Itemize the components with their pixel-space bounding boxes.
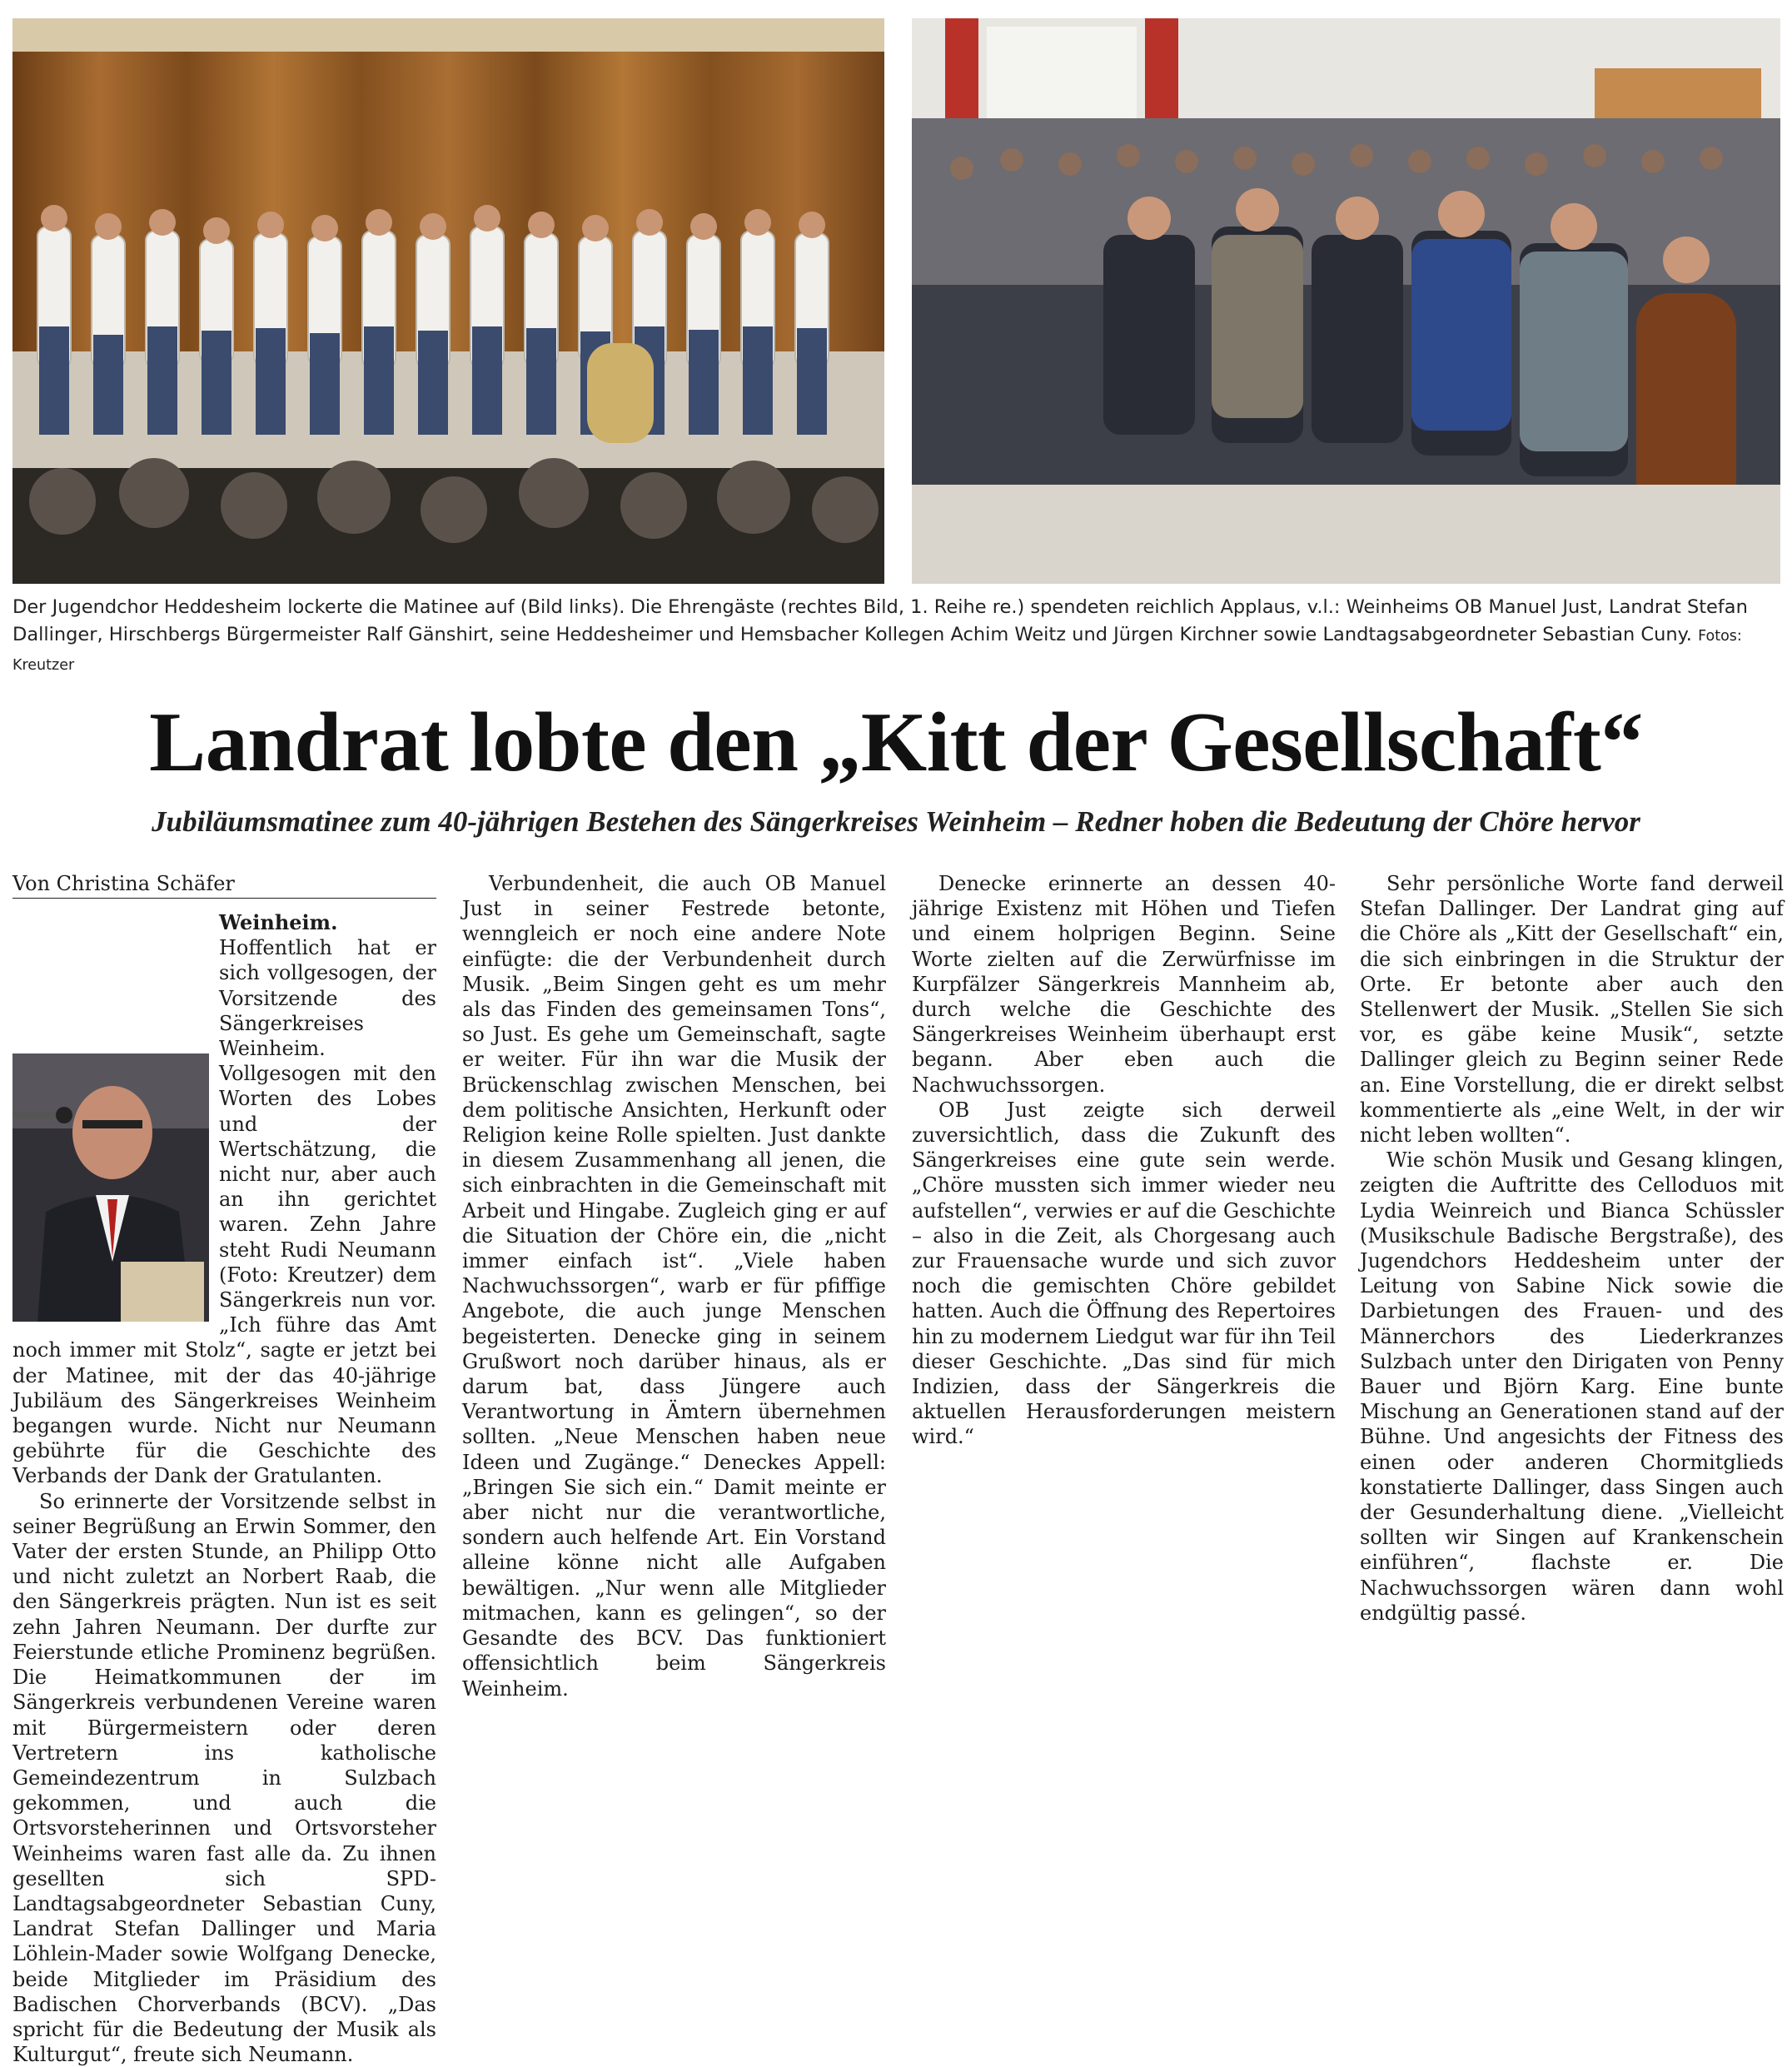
- photo-rudi-neumann: [12, 1053, 209, 1322]
- photo-youth-choir-illustration: [12, 18, 884, 584]
- portrait-illustration: [12, 1053, 209, 1322]
- article-column-1: [12, 871, 436, 2067]
- photo-caption: [12, 594, 1782, 680]
- headline: Landrat lobte den „Kitt der Gesellschaft“: [149, 695, 1643, 789]
- caption-text: Der Jugendchor Heddesheim lockerte die Matinee auf (Bild links). Die Ehrengäste (rechtes Bild, 1. Reihe re.) spendeten reichlich Applaus, v.l.: Weinheims OB Manuel Just, Landrat Stefan Dallinger, Hirschbergs Bürgermeister Ralf Gänshirt, seine Heddesheimer und Hemsbacher Kollegen Achim Weitz und Jürgen Kirchner sowie Landtagsabgeordneter Sebastian Cuny.: [12, 596, 1748, 645]
- article-column-2: [462, 871, 886, 1701]
- photo-honored-guests: [912, 18, 1780, 584]
- photo-honored-guests-illustration: [912, 18, 1780, 584]
- article-paragraph-4: Denecke erinnerte an dessen 40-jährige Existenz mit Höhen und Tiefen und einem holprigen Beginn. Seine Worte zielten auf die Zerwürfnisse im Kurpfälzer Sängerkreis Mannheim ab, durch welche die Geschichte des Sängerkreises Weinheim überhaupt erst begann. Aber eben auch die Nachwuchssorgen.: [912, 872, 1336, 1097]
- article-column-4: [1360, 871, 1784, 1626]
- article-paragraph-3: Verbundenheit, die auch OB Manuel Just in seiner Festrede betonte, wenngleich er noch eine andere Note einfügte: die der Verbundenheit durch Musik. „Beim Singen geht es um mehr als das Finden des gemeinsamen Tons“, so Just. Es gehe um Gemeinschaft, sagte er weiter. Für ihn war die Musik der Brückenschlag zwischen Menschen, bei dem politische Ansichten, Herkunft oder Religion keine Rolle spielten. Just dankte in diesem Zusammenhang all jenen, die sich einbrachten in die Gemeinschaft mit Arbeit und Hingabe. Zugleich ging er auf die Situation der Chöre ein, die „nicht immer einfach ist“. „Viele haben Nachwuchssorgen“, warb er für pfiffige Angebote, die auch junge Menschen begeisterten. Denecke ging in seinem Grußwort noch darüber hinaus, als er darum bat, dass Jüngere auch Verantwortung in Ämtern übernehmen sollten. „Neue Menschen haben neue Ideen und Zugänge.“ Deneckes Appell: „Bringen Sie sich ein.“ Damit meinte er aber nicht nur die verantwortliche, sondern auch helfende Art. Ein Vorstand alleine könne nicht alle Aufgaben bewältigen. „Nur wenn alle Mitglieder mitmachen, kann es gelingen“, so der Gesandte des BCV. Das funktioniert offensichtlich beim Sängerkreis Weinheim.: [462, 872, 886, 1701]
- dateline: Weinheim.: [219, 910, 338, 934]
- subheadline: Jubiläumsmatinee zum 40-jährigen Bestehen des Sängerkreises Weinheim – Redner hoben die Bedeutung der Chöre hervor: [152, 805, 1640, 838]
- caption-credit: Fotos: Kreutzer: [12, 628, 1742, 674]
- article-paragraph-1: [12, 910, 436, 1489]
- article-paragraph-5: OB Just zeigte sich derweil zuversichtlich, dass die Zukunft des Sängerkreises eine gute sein werde. „Chöre mussten sich immer wieder neu aufstellen“, verwies er auf die Geschichte – also in die Zeit, als Chorgesang auch zur Frauensache wurde und sich zuvor noch die gemischten Chöre gebildet hatten. Auch die Öffnung des Repertoires hin zu modernem Liedgut war für ihn Teil dieser Geschichte. „Das sind für mich Indizien, dass der Sängerkreis die aktuellen Herausforderungen meistern wird.“: [912, 1098, 1336, 1449]
- photo-youth-choir: [12, 18, 884, 584]
- article-paragraph-2: So erinnerte der Vorsitzende selbst in seiner Begrüßung an Erwin Sommer, den Vater der ersten Stunde, an Philipp Otto und nicht zuletzt an Norbert Raab, die den Sängerkreis prägten. Nun ist es seit zehn Jahren Neumann. Der durfte zur Feierstunde etliche Prominenz begrüßen. Die Heimatkommunen der im Sängerkreis verbundenen Vereine waren mit Bürgermeistern oder deren Vertretern ins katholische Gemeindezentrum in Sulzbach gekommen, und auch die Ortsvorsteherinnen und Ortsvorsteher Weinheims waren fast alle da. Zu ihnen gesellten sich SPD-Landtagsabgeordneter Sebastian Cuny, Landrat Stefan Dallinger und Maria Löhlein-Mader sowie Wolfgang Denecke, beide Mitglieder im Präsidium des Badischen Chorverbands (BCV). „Das spricht für die Bedeutung der Musik als Kulturgut“, freute sich Neumann.: [12, 1489, 436, 2067]
- byline: Von Christina Schäfer: [12, 871, 436, 899]
- article-column-3: [912, 871, 1336, 1450]
- article-paragraph-6: Sehr persönliche Worte fand derweil Stefan Dallinger. Der Landrat ging auf die Chöre als „Kitt der Gesellschaft“ ein, die sich einbringen in die Struktur der Orte. Er betonte aber auch den Stellenwert der Musik. „Stellen Sie sich vor, es gäbe keine Musik“, setzte Dallinger gleich zu Beginn seiner Rede an. Eine Vorstellung, die er direkt selbst kommentierte als „eine Welt, in der wir nicht leben wollten“.: [1360, 872, 1784, 1148]
- paragraph-1-text: Hoffentlich hat er sich vollgesogen, der Vorsitzende des Sängerkreises Weinheim. Vollgesogen mit den Worten des Lobes und der Wertschätzung, die nicht nur, aber auch an ihn gerichtet waren. Zehn Jahre steht Rudi Neumann (Foto: Kreutzer) dem Sängerkreis nun vor. „Ich führe das Amt noch immer mit Stolz“, sagte er jetzt bei der Matinee, mit der das 40-jährige Jubiläum des Sängerkreises Weinheim begangen wurde. Nicht nur Neumann gebührte für die Geschichte des Verbands der Dank der Gratulanten.: [12, 936, 436, 1488]
- article-paragraph-7: Wie schön Musik und Gesang klingen, zeigten die Auftritte des Celloduos mit Lydia Weinreich und Bianca Schüssler (Musikschule Badische Bergstraße), des Jugendchors Heddesheim unter der Leitung von Sabine Nick sowie die Darbietungen des Frauen- und des Männerchors des Liederkranzes Sulzbach unter den Dirigaten von Penny Bauer und Björn Karg. Eine bunte Mischung an Generationen stand auf der Bühne. Und angesichts der Fitness des einen oder anderen Chormitglieds konstatierte Dallinger, dass Singen auch der Gesunderhaltung diene. „Vielleicht sollten wir Singen auf Krankenschein einführen“, flachste er. Die Nachwuchssorgen wären dann wohl endgültig passé.: [1360, 1148, 1784, 1625]
